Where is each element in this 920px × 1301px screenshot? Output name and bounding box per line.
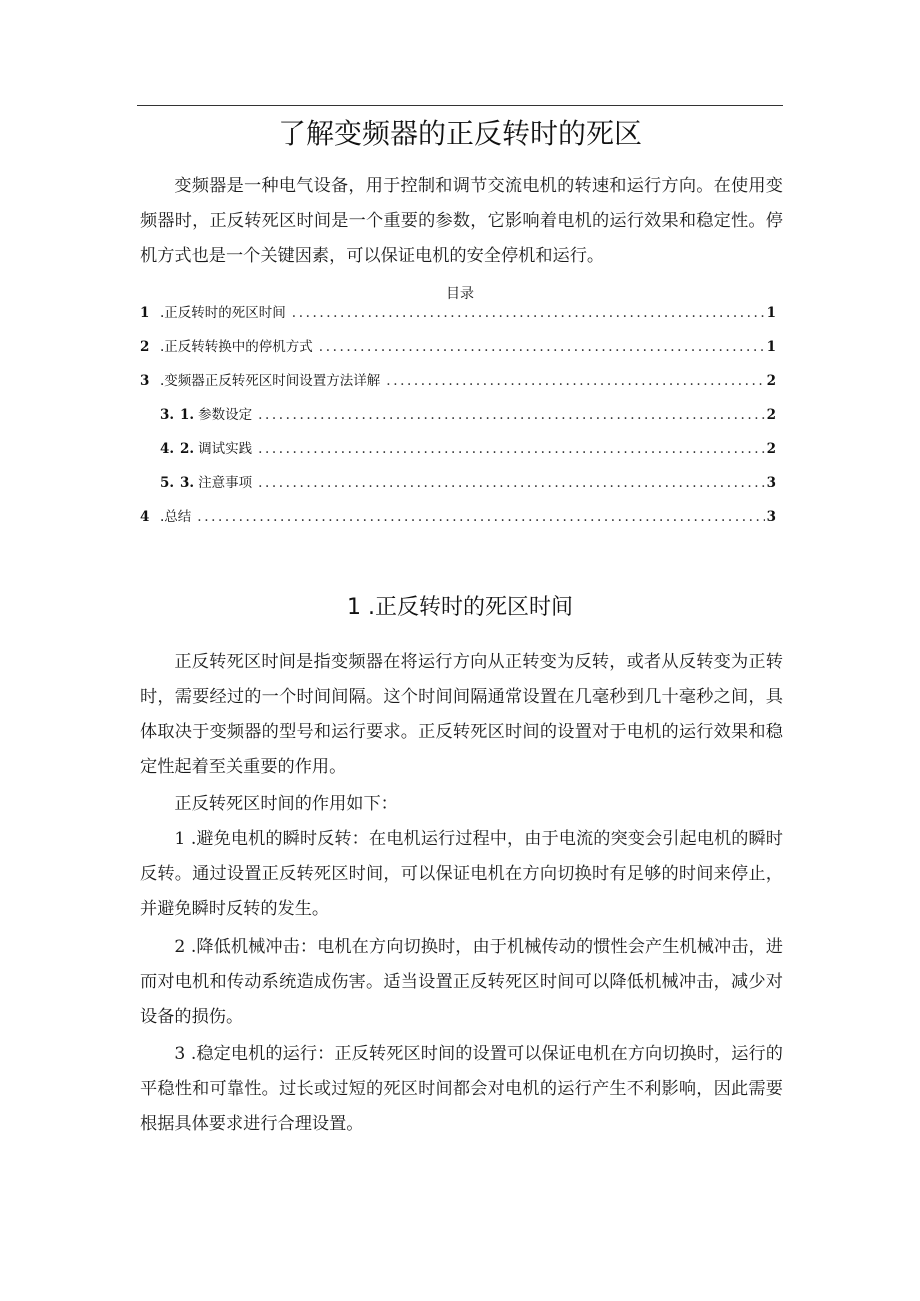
toc-entry[interactable] <box>140 368 776 402</box>
toc-subentry-number: 1. <box>180 407 195 423</box>
toc-entry-title: 参数设定 <box>198 407 253 423</box>
toc-entry-title: 注意事项 <box>198 475 253 491</box>
toc-entry-title: .正反转转换中的停机方式 <box>160 339 313 355</box>
document-title: 了解变频器的正反转时的死区 <box>277 117 642 150</box>
section-heading: 1 .正反转时的死区时间 <box>347 595 573 620</box>
toc-entry-page: 3 <box>766 509 776 525</box>
toc-entry-number: 4 <box>140 509 150 525</box>
toc-leader-dots <box>258 470 765 496</box>
toc-subentry-number: 3. <box>180 475 195 491</box>
toc-entry-page: 2 <box>766 441 776 457</box>
toc-entry-number: 2 <box>140 339 150 355</box>
toc-leader-dots <box>319 334 765 360</box>
toc-entry-title: 调试实践 <box>198 441 253 457</box>
toc-entry-page: 3 <box>766 475 776 491</box>
toc-heading: 目录 <box>446 286 474 302</box>
toc-entry-number: 3 <box>140 373 150 389</box>
toc-entry-title: .正反转时的死区时间 <box>160 305 286 321</box>
toc-subentry[interactable] <box>140 436 776 470</box>
toc-entry-number: 4. <box>160 441 175 457</box>
table-of-contents <box>140 300 776 538</box>
toc-leader-dots <box>292 300 765 326</box>
section-paragraph: 正反转死区时间的作用如下： <box>174 794 398 814</box>
toc-leader-dots <box>197 504 764 530</box>
toc-leader-dots <box>386 368 764 394</box>
list-item-paragraph: 1 .避免电机的瞬时反转：在电机运行过程中，由于电流的突变会引起电机的瞬时反转。通过设置正反转死区时间，可以保证电机在方向切换时有足够的时间来停止，并避免瞬时反转的发生。 <box>140 829 783 919</box>
toc-entry-page: 1 <box>766 339 776 355</box>
intro-paragraph: 变频器是一种电气设备，用于控制和调节交流电机的转速和运行方向。在使用变频器时，正反转死区时间是一个重要的参数，它影响着电机的运行效果和稳定性。停机方式也是一个关键因素，可以保证电机的安全停机和运行。 <box>140 176 783 266</box>
toc-subentry[interactable] <box>140 470 776 504</box>
section-paragraph: 正反转死区时间是指变频器在将运行方向从正转变为反转，或者从反转变为正转时，需要经过的一个时间间隔。这个时间间隔通常设置在几毫秒到几十毫秒之间，具体取决于变频器的型号和运行要求。正反转死区时间的设置对于电机的运行效果和稳定性起着至关重要的作用。 <box>140 652 783 777</box>
toc-leader-dots <box>258 436 765 462</box>
toc-entry-number: 3. <box>160 407 175 423</box>
toc-entry[interactable] <box>140 300 776 334</box>
toc-entry-title: .总结 <box>160 509 192 525</box>
toc-entry-title: .变频器正反转死区时间设置方法详解 <box>160 373 381 389</box>
toc-entry[interactable] <box>140 504 776 538</box>
toc-subentry-number: 2. <box>180 441 195 457</box>
toc-entry[interactable] <box>140 334 776 368</box>
toc-entry-number: 1 <box>140 305 150 321</box>
list-item-paragraph: 2 .降低机械冲击：电机在方向切换时，由于机械传动的惯性会产生机械冲击，进而对电机和传动系统造成伤害。适当设置正反转死区时间可以降低机械冲击，减少对设备的损伤。 <box>140 937 783 1027</box>
toc-entry-page: 2 <box>766 373 776 389</box>
toc-leader-dots <box>258 402 765 428</box>
toc-entry-number: 5. <box>160 475 175 491</box>
toc-subentry[interactable] <box>140 402 776 436</box>
header-rule <box>137 105 783 106</box>
toc-entry-page: 2 <box>766 407 776 423</box>
toc-entry-page: 1 <box>766 305 776 321</box>
list-item-paragraph: 3 .稳定电机的运行：正反转死区时间的设置可以保证电机在方向切换时，运行的平稳性和可靠性。过长或过短的死区时间都会对电机的运行产生不利影响，因此需要根据具体要求进行合理设置。 <box>140 1044 783 1134</box>
